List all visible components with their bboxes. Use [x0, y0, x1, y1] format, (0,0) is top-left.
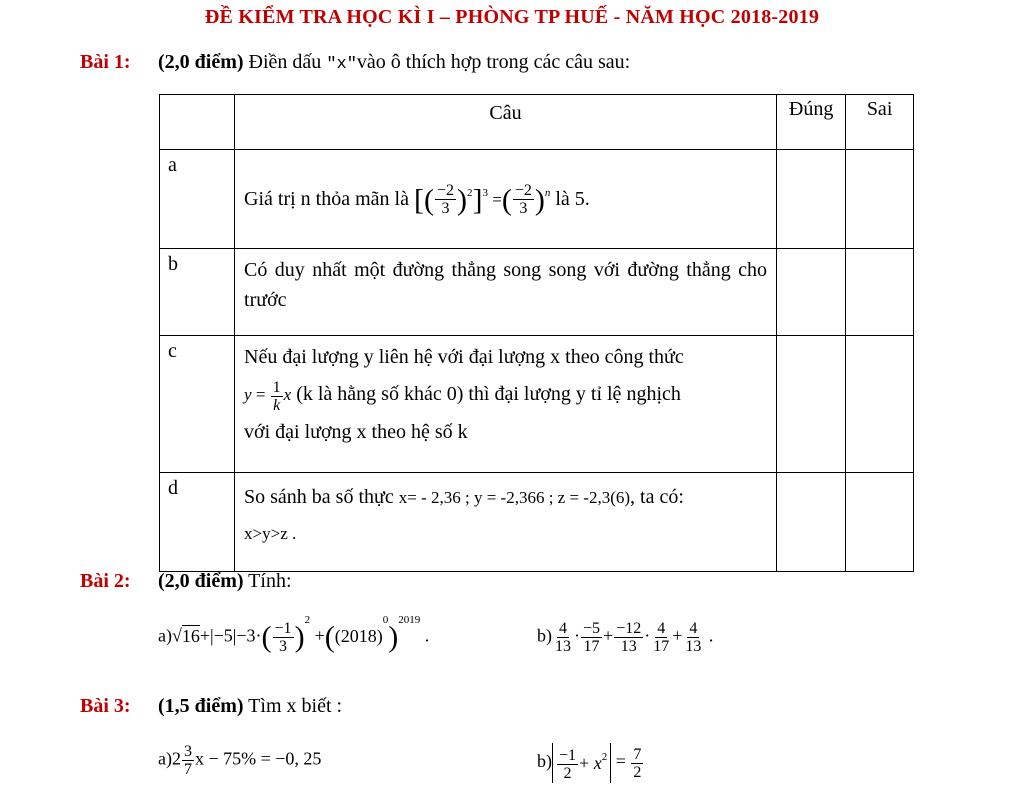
bai3-instruction: Tìm x biết :: [243, 695, 343, 717]
row-d-line1-wrap: [244, 479, 767, 516]
table-row: [160, 150, 914, 249]
row-id-d: d: [160, 473, 235, 572]
header-cau: Câu: [235, 95, 777, 150]
header-dung: Đúng: [777, 95, 846, 150]
answer-table: [159, 94, 914, 572]
bai3-a-label: a): [158, 748, 172, 769]
row-d-values: x= - 2,36 ; y = -2,366 ; z = -2,3(6): [398, 488, 631, 507]
row-id-c: c: [160, 336, 235, 473]
bai3-points: (1,5 điểm): [158, 695, 244, 717]
cell-dung-c[interactable]: [777, 336, 846, 473]
bai2-label: Bài 2:: [80, 570, 131, 592]
bai1-instruction-pre: Điền dấu: [243, 51, 327, 73]
row-c-formula: y = $\frac{1}{k}$ x: [244, 378, 292, 414]
table-row: [160, 473, 914, 572]
bai3-a-expression: a)2 $\frac{3}{7}$ x − 75% = −0, 25: [158, 743, 322, 778]
bai3-label: Bài 3:: [80, 695, 131, 717]
cell-dung-d[interactable]: [777, 473, 846, 572]
row-id-b: b: [160, 249, 235, 336]
exam-title: ĐỀ KIỂM TRA HỌC KÌ I – PHÒNG TP HUẾ - NĂM HỌC 2018-2019: [204, 6, 820, 28]
row-a-post: là 5.: [555, 187, 590, 210]
bai2-points: (2,0 điểm): [158, 570, 244, 592]
bai2-a-expression: a)√16+|−5|−3·( $\frac{-1}{3}$ )$^2 +((2018)^0)^{2019}$ .: [158, 614, 430, 655]
header-sai: Sai: [846, 95, 914, 150]
cell-sai-a[interactable]: [846, 150, 914, 249]
bai2-b-label: b): [537, 625, 552, 646]
cell-sai-d[interactable]: [846, 473, 914, 572]
row-text-c: [235, 336, 777, 473]
bai1-mark: "x": [326, 55, 357, 74]
row-d-pre: So sánh ba số thực: [244, 486, 394, 508]
row-a-formula: [( $\frac{-2}{3}$ )$^2$]$^3$ =( $\frac{-2}{3}$ )$^n$: [413, 182, 551, 218]
row-text-b: Có duy nhất một đường thẳng song song với đường thẳng cho trước: [235, 249, 777, 336]
header-blank: [160, 95, 235, 150]
bai1-points: (2,0 điểm): [158, 51, 244, 73]
cell-dung-b[interactable]: [777, 249, 846, 336]
row-c-line2: (k là hằng số khác 0) thì đại lượng y tỉ lệ nghịch: [296, 383, 681, 405]
table-row: [160, 336, 914, 473]
row-text-d: [235, 473, 777, 572]
bai3-b-label: b): [537, 751, 552, 772]
bai2-instruction: Tính:: [243, 570, 292, 592]
table-row: [160, 249, 914, 336]
cell-sai-c[interactable]: [846, 336, 914, 473]
bai2-a-label: a): [158, 625, 172, 646]
row-d-line2: x>y>z .: [244, 524, 297, 543]
row-c-line3: với đại lượng x theo hệ số k: [244, 421, 468, 443]
cell-sai-b[interactable]: [846, 249, 914, 336]
row-c-line2-wrap: [244, 372, 767, 417]
bai1-label: Bài 1:: [80, 51, 131, 73]
row-text-a: [235, 150, 777, 249]
row-id-a: a: [160, 150, 235, 249]
bai1-instruction-post: vào ô thích hợp trong các câu sau:: [356, 51, 631, 73]
row-c-line1: Nếu đại lượng y liên hệ với đại lượng x theo công thức: [244, 346, 684, 368]
bai3-a-rest: x − 75% = −0, 25: [194, 748, 322, 769]
bai3-b-expression: b) $\frac{-1}{2}$ + $x^2$ = $\frac{7}{2}$: [537, 743, 644, 783]
row-d-post: , ta có:: [630, 486, 684, 508]
bai3-heading: [80, 695, 342, 718]
bai2-heading: [80, 570, 292, 593]
cell-dung-a[interactable]: [777, 150, 846, 249]
bai2-b-expression: b) $\frac{4}{13}$ · $\frac{-5}{17}$ + $\frac{-12}{13}$ · $\frac{4}{17}$ + $\frac{4}{13}$ .: [537, 620, 714, 655]
bai1-heading: [80, 51, 630, 74]
row-a-pre: Giá trị n thỏa mãn là: [244, 187, 409, 210]
